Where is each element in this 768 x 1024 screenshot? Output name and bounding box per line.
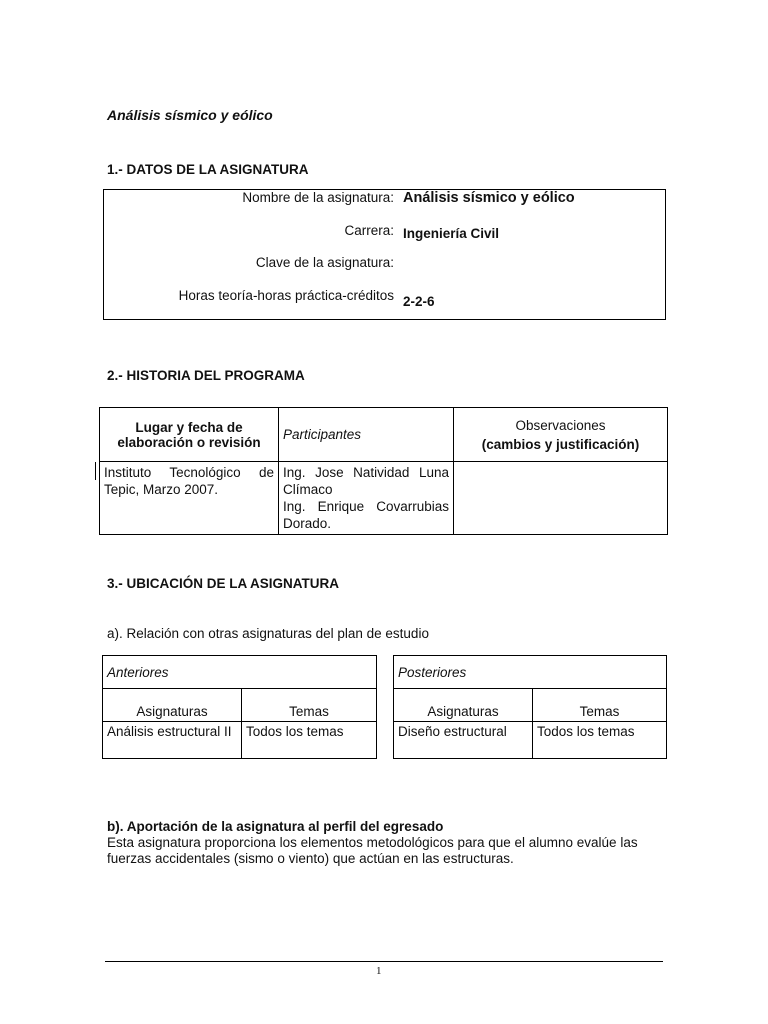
posteriores-col-temas: Temas bbox=[533, 689, 667, 722]
col-lugar-header: Lugar y fecha de elaboración o revisión bbox=[100, 408, 279, 462]
nombre-label: Nombre de la asignatura: bbox=[242, 190, 394, 205]
aportacion-heading: b). Aportación de la asignatura al perfil del egresado bbox=[107, 819, 444, 834]
nombre-value: Análisis sísmico y eólico bbox=[403, 190, 575, 206]
page-number: 1 bbox=[376, 965, 382, 977]
aportacion-text: Esta asignatura proporciona los elementos metodológicos para que el alumno evalúe las fuerzas accidentales (sismo o viento) que actúan en las estructuras. bbox=[107, 835, 638, 866]
document-title: Análisis sísmico y eólico bbox=[107, 107, 273, 123]
anteriores-table bbox=[102, 655, 377, 759]
anteriores-temas: Todos los temas bbox=[242, 722, 377, 759]
posteriores-table bbox=[393, 655, 667, 759]
anteriores-col-asignaturas: Asignaturas bbox=[103, 689, 242, 722]
participante-2: Ing. Enrique Covarrubias Dorado. bbox=[283, 499, 449, 531]
clave-label: Clave de la asignatura: bbox=[255, 255, 394, 270]
relacion-subheading: a). Relación con otras asignaturas del plan de estudio bbox=[107, 626, 429, 641]
anteriores-asignatura: Análisis estructural II bbox=[103, 722, 242, 759]
lugar-cell: Instituto Tecnológico de Tepic, Marzo 2007. bbox=[100, 462, 279, 535]
text-cursor-mark bbox=[95, 462, 96, 480]
footer-rule bbox=[105, 961, 663, 962]
anteriores-col-temas: Temas bbox=[242, 689, 377, 722]
anteriores-title: Anteriores bbox=[103, 656, 377, 689]
carrera-value: Ingeniería Civil bbox=[403, 226, 500, 241]
posteriores-temas: Todos los temas bbox=[533, 722, 667, 759]
section-2-heading: 2.- HISTORIA DEL PROGRAMA bbox=[107, 368, 305, 383]
historia-table bbox=[99, 407, 668, 535]
participante-1: Ing. Jose Natividad Luna Clímaco bbox=[283, 465, 449, 497]
observaciones-subtitle: (cambios y justificación) bbox=[481, 436, 640, 452]
horas-label: Horas teoría-horas práctica-créditos bbox=[178, 288, 394, 303]
posteriores-asignatura: Diseño estructural bbox=[394, 722, 533, 759]
section-1-heading: 1.- DATOS DE LA ASIGNATURA bbox=[107, 162, 309, 177]
horas-value: 2-2-6 bbox=[403, 294, 435, 309]
observaciones-cell bbox=[454, 462, 668, 535]
posteriores-col-asignaturas: Asignaturas bbox=[394, 689, 533, 722]
posteriores-title: Posteriores bbox=[394, 656, 667, 689]
col-observaciones-header bbox=[454, 408, 668, 462]
observaciones-title: Observaciones bbox=[515, 417, 606, 433]
carrera-label: Carrera: bbox=[344, 223, 394, 238]
col-participantes-header: Participantes bbox=[279, 408, 454, 462]
participantes-cell bbox=[279, 462, 454, 535]
section-3-heading: 3.- UBICACIÓN DE LA ASIGNATURA bbox=[107, 576, 339, 591]
